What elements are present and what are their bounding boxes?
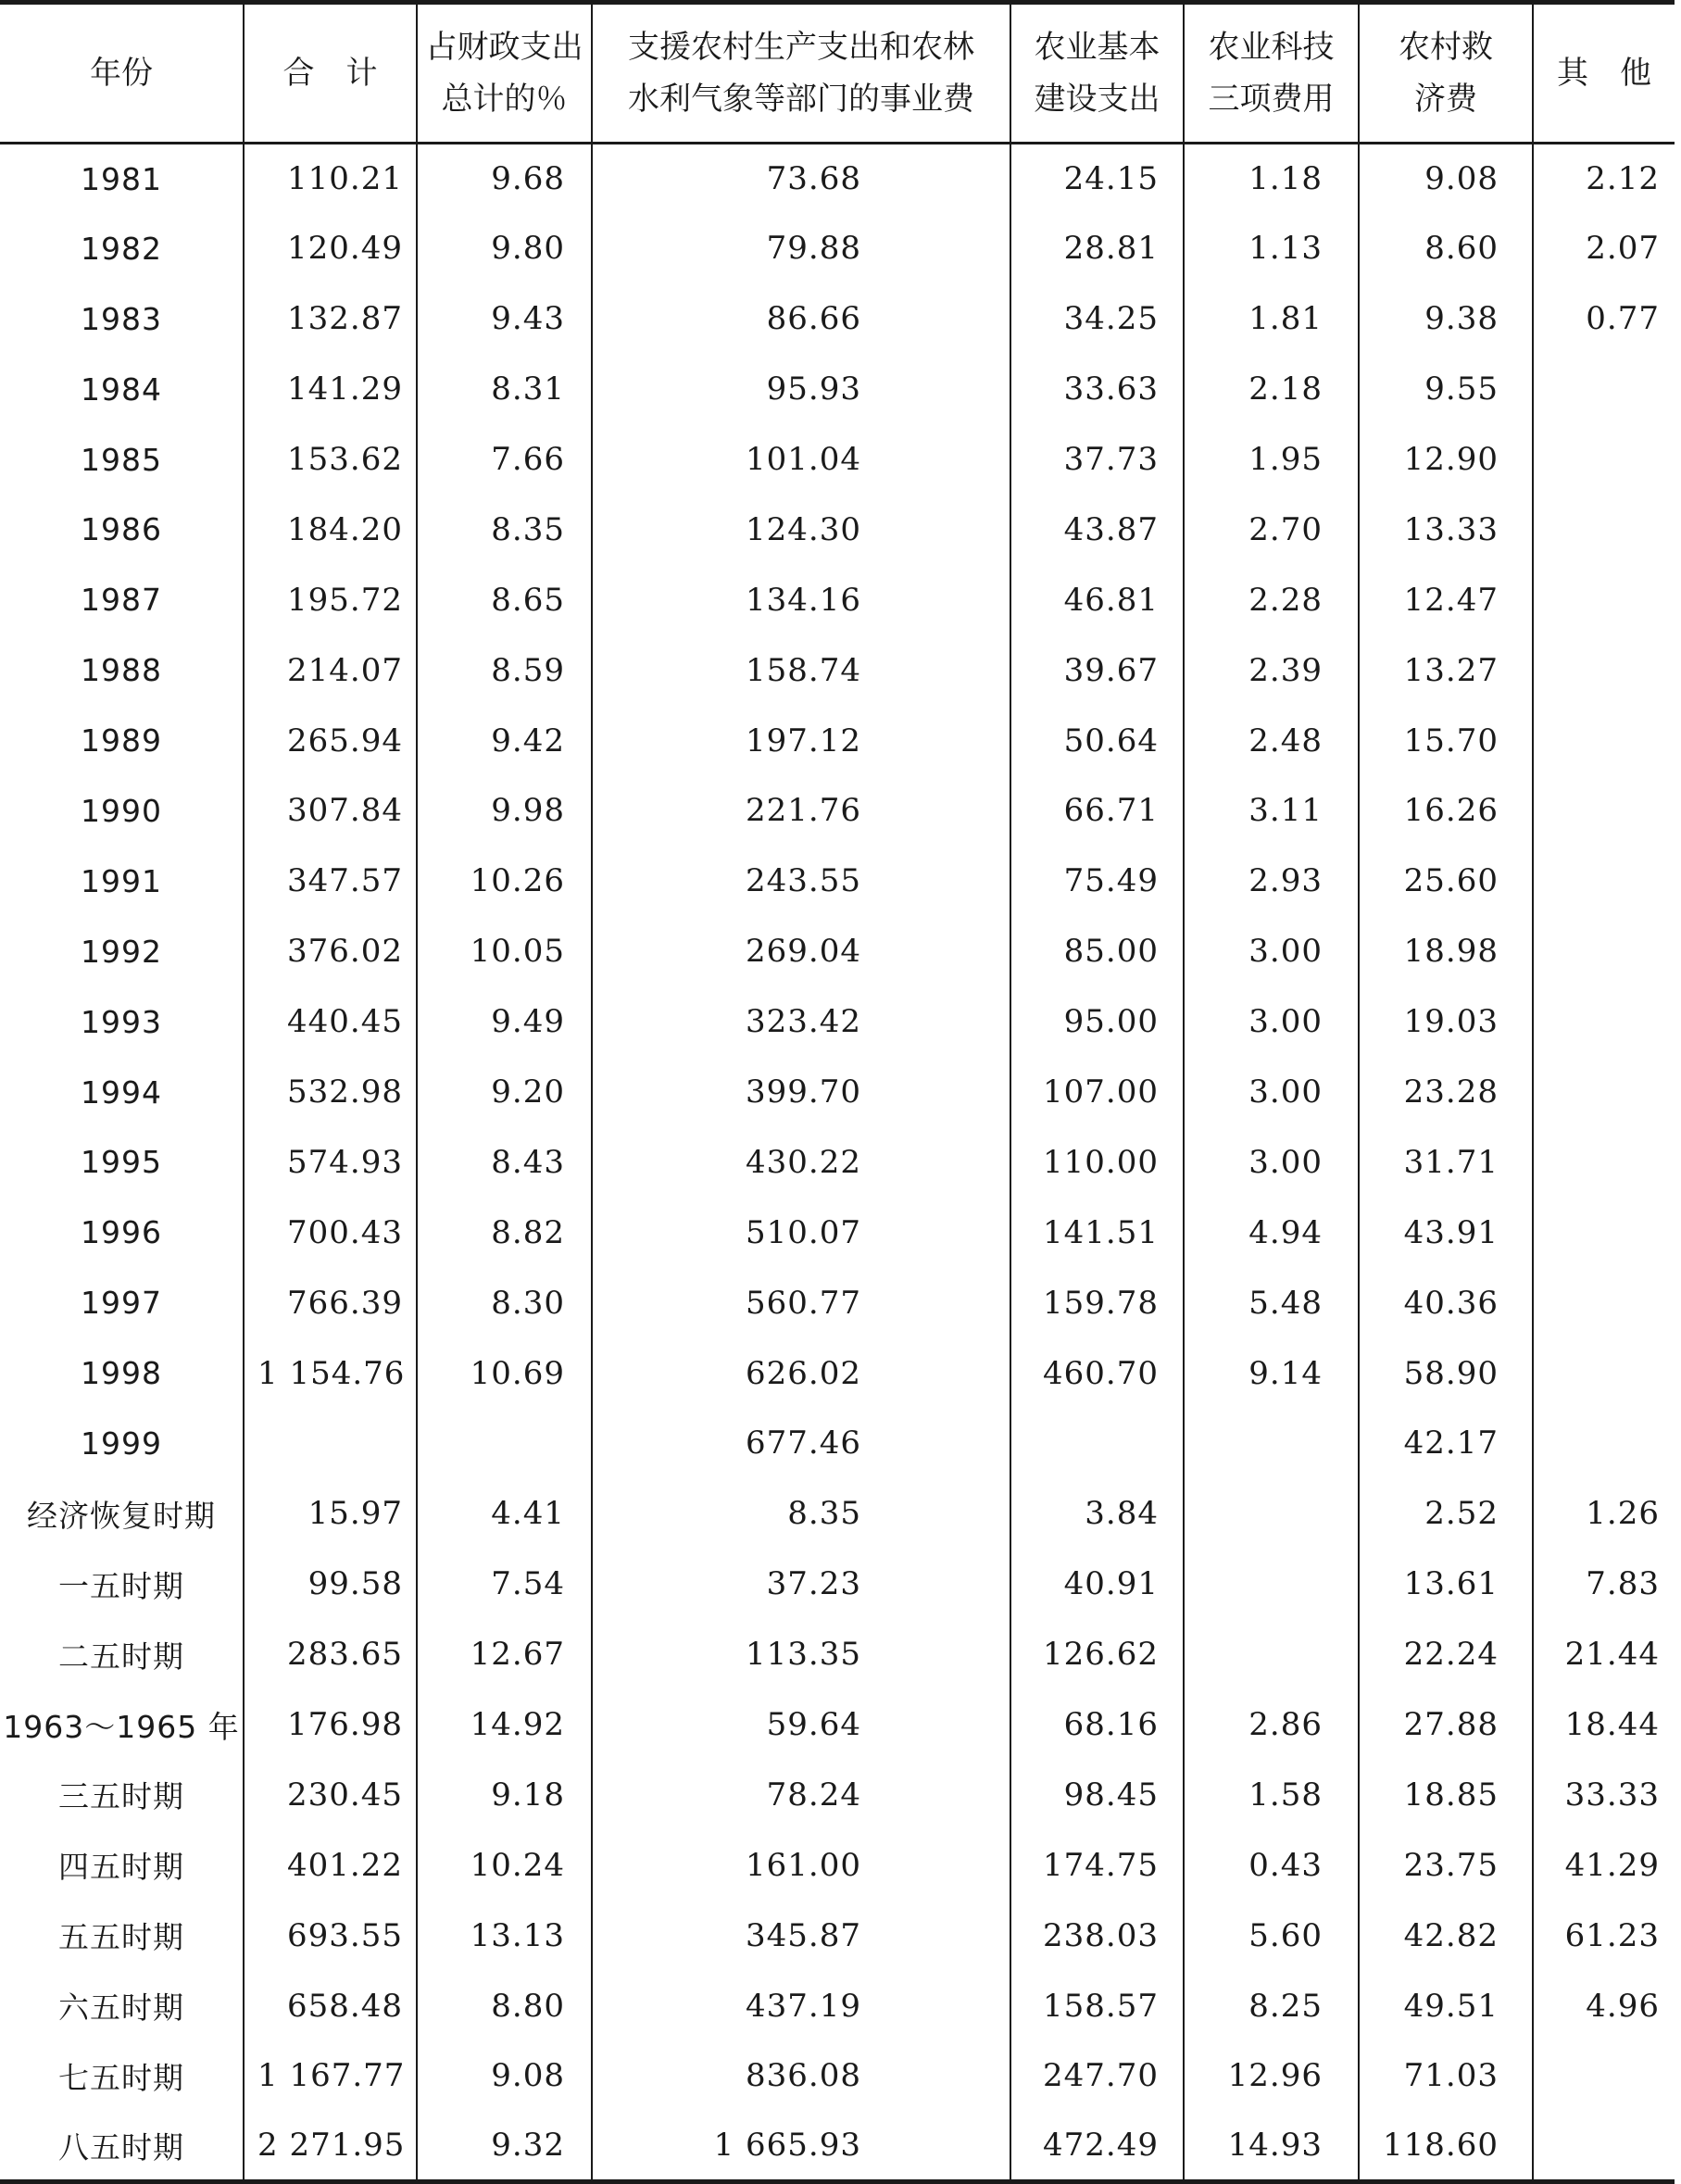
table-row — [0, 2111, 1675, 2181]
table-row — [0, 1619, 1675, 1689]
cell-pct: 8.30 — [417, 1268, 592, 1338]
cell-total: 347.57 — [244, 846, 417, 916]
cell-year: 1999 — [0, 1409, 244, 1479]
cell-other: 61.23 — [1564, 1916, 1660, 1954]
cell-support: 221.76 — [592, 776, 1010, 847]
cell-year: 一五时期 — [0, 1549, 244, 1619]
cell-build: 34.25 — [1010, 283, 1184, 354]
cell-pct: 9.68 — [417, 144, 592, 214]
cell-relief: 13.33 — [1359, 495, 1533, 565]
cell-relief: 42.82 — [1359, 1901, 1533, 1971]
cell-pct: 9.20 — [417, 1057, 592, 1127]
cell-support: 437.19 — [592, 1971, 1010, 2041]
cell-support: 158.74 — [592, 635, 1010, 706]
cell-build: 40.91 — [1010, 1549, 1184, 1619]
cell-year: 1982 — [0, 213, 244, 283]
cell-other — [1533, 1268, 1675, 1338]
cell-tech: 1.58 — [1184, 1760, 1359, 1830]
table-row — [0, 1901, 1675, 1971]
table-row — [0, 1057, 1675, 1127]
cell-tech: 12.96 — [1184, 2041, 1359, 2112]
cell-build: 43.87 — [1010, 495, 1184, 565]
cell-other: 4.96 — [1586, 1987, 1660, 2025]
cell-relief: 71.03 — [1359, 2041, 1533, 2112]
cell-relief: 9.55 — [1359, 354, 1533, 424]
cell-relief: 12.90 — [1359, 424, 1533, 495]
cell-pct: 9.98 — [417, 776, 592, 847]
cell-build: 39.67 — [1010, 635, 1184, 706]
cell-support: 269.04 — [592, 916, 1010, 986]
cell-relief: 8.60 — [1359, 213, 1533, 283]
cell-relief: 43.91 — [1359, 1198, 1533, 1268]
cell-other: 41.29 — [1564, 1846, 1660, 1884]
cell-other — [1533, 706, 1675, 776]
cell-pct: 8.65 — [417, 565, 592, 635]
cell-build: 68.16 — [1010, 1689, 1184, 1760]
cell-pct: 8.82 — [417, 1198, 592, 1268]
cell-tech: 2.28 — [1184, 565, 1359, 635]
table-row — [0, 213, 1675, 283]
cell-year: 二五时期 — [0, 1619, 244, 1689]
cell-total: 574.93 — [244, 1127, 417, 1198]
cell-support: 836.08 — [592, 2041, 1010, 2112]
cell-total: 141.29 — [244, 354, 417, 424]
header-rural-relief: 农村救 济费 — [1359, 3, 1533, 144]
cell-pct: 10.05 — [417, 916, 592, 986]
cell-support: 124.30 — [592, 495, 1010, 565]
cell-total: 15.97 — [244, 1478, 417, 1549]
table-row — [0, 565, 1675, 635]
cell-build: 75.49 — [1010, 846, 1184, 916]
cell-pct: 8.35 — [417, 495, 592, 565]
cell-build: 126.62 — [1010, 1619, 1184, 1689]
cell-support: 197.12 — [592, 706, 1010, 776]
cell-year: 1993 — [0, 986, 244, 1057]
cell-build: 472.49 — [1010, 2111, 1184, 2181]
cell-support: 113.35 — [592, 1619, 1010, 1689]
cell-relief: 25.60 — [1359, 846, 1533, 916]
cell-pct: 9.80 — [417, 213, 592, 283]
cell-build: 95.00 — [1010, 986, 1184, 1057]
cell-year: 经济恢复时期 — [0, 1478, 244, 1549]
cell-year: 1994 — [0, 1057, 244, 1127]
cell-build: 37.73 — [1010, 424, 1184, 495]
cell-tech: 0.43 — [1184, 1830, 1359, 1901]
cell-relief: 23.75 — [1359, 1830, 1533, 1901]
cell-total: 440.45 — [244, 986, 417, 1057]
cell-total: 195.72 — [244, 565, 417, 635]
cell-year: 1998 — [0, 1338, 244, 1409]
cell-total: 700.43 — [244, 1198, 417, 1268]
table-body — [0, 144, 1675, 2182]
cell-other: 21.44 — [1564, 1636, 1660, 1674]
table-row — [0, 1409, 1675, 1479]
cell-relief: 16.26 — [1359, 776, 1533, 847]
cell-year: 六五时期 — [0, 1971, 244, 2041]
cell-other: 18.44 — [1564, 1706, 1660, 1744]
cell-tech: 8.25 — [1184, 1971, 1359, 2041]
table-row — [0, 424, 1675, 495]
cell-support: 95.93 — [592, 354, 1010, 424]
cell-support: 1 665.93 — [592, 2111, 1010, 2181]
cell-relief: 12.47 — [1359, 565, 1533, 635]
cell-total: 214.07 — [244, 635, 417, 706]
cell-other — [1533, 354, 1675, 424]
cell-other — [1533, 2111, 1675, 2181]
header-rural-production-support: 支援农村生产支出和农林 水利气象等部门的事业费 — [592, 3, 1010, 144]
cell-pct: 9.18 — [417, 1760, 592, 1830]
cell-pct: 8.59 — [417, 635, 592, 706]
cell-build: 98.45 — [1010, 1760, 1184, 1830]
cell-other: 2.07 — [1586, 230, 1660, 268]
cell-tech: 2.86 — [1184, 1689, 1359, 1760]
cell-year: 1992 — [0, 916, 244, 986]
cell-other: 2.12 — [1586, 160, 1660, 198]
cell-tech: 2.48 — [1184, 706, 1359, 776]
cell-total: 401.22 — [244, 1830, 417, 1901]
table-row — [0, 1268, 1675, 1338]
cell-tech — [1184, 1409, 1359, 1479]
cell-support: 430.22 — [592, 1127, 1010, 1198]
cell-support: 399.70 — [592, 1057, 1010, 1127]
cell-tech: 3.00 — [1184, 986, 1359, 1057]
table-row — [0, 1549, 1675, 1619]
cell-total: 766.39 — [244, 1268, 417, 1338]
cell-other — [1533, 565, 1675, 635]
cell-tech: 2.18 — [1184, 354, 1359, 424]
cell-relief: 22.24 — [1359, 1619, 1533, 1689]
header-year: 年份 — [0, 3, 244, 144]
cell-support: 79.88 — [592, 213, 1010, 283]
cell-tech: 4.94 — [1184, 1198, 1359, 1268]
cell-other — [1533, 1198, 1675, 1268]
cell-other: 0.77 — [1586, 300, 1660, 338]
cell-relief: 15.70 — [1359, 706, 1533, 776]
cell-year: 1987 — [0, 565, 244, 635]
table-row — [0, 1830, 1675, 1901]
cell-pct: 10.24 — [417, 1830, 592, 1901]
table-row — [0, 1971, 1675, 2041]
cell-year: 1989 — [0, 706, 244, 776]
cell-support: 677.46 — [592, 1409, 1010, 1479]
cell-relief: 27.88 — [1359, 1689, 1533, 1760]
cell-relief: 2.52 — [1359, 1478, 1533, 1549]
cell-total: 2 271.95 — [244, 2111, 417, 2181]
cell-tech: 1.13 — [1184, 213, 1359, 283]
cell-build: 159.78 — [1010, 1268, 1184, 1338]
cell-support: 73.68 — [592, 144, 1010, 214]
cell-build: 247.70 — [1010, 2041, 1184, 2112]
cell-tech: 14.93 — [1184, 2111, 1359, 2181]
cell-support: 560.77 — [592, 1268, 1010, 1338]
cell-relief: 19.03 — [1359, 986, 1533, 1057]
table-row — [0, 1478, 1675, 1549]
cell-relief: 23.28 — [1359, 1057, 1533, 1127]
cell-relief: 13.61 — [1359, 1549, 1533, 1619]
cell-total: 110.21 — [244, 144, 417, 214]
cell-relief: 9.08 — [1359, 144, 1533, 214]
cell-relief: 58.90 — [1359, 1338, 1533, 1409]
cell-pct: 10.69 — [417, 1338, 592, 1409]
cell-support: 510.07 — [592, 1198, 1010, 1268]
cell-tech: 1.81 — [1184, 283, 1359, 354]
cell-other: 7.83 — [1586, 1565, 1660, 1603]
table-row — [0, 144, 1675, 214]
cell-build: 174.75 — [1010, 1830, 1184, 1901]
cell-relief: 49.51 — [1359, 1971, 1533, 2041]
cell-year: 1963～1965 年 — [0, 1689, 244, 1760]
cell-year: 八五时期 — [0, 2111, 244, 2181]
cell-build — [1010, 1409, 1184, 1479]
cell-build: 107.00 — [1010, 1057, 1184, 1127]
cell-build: 238.03 — [1010, 1901, 1184, 1971]
cell-build: 110.00 — [1010, 1127, 1184, 1198]
cell-total: 1 154.76 — [244, 1338, 417, 1409]
cell-year: 七五时期 — [0, 2041, 244, 2112]
cell-relief: 42.17 — [1359, 1409, 1533, 1479]
cell-support: 86.66 — [592, 283, 1010, 354]
cell-tech: 9.14 — [1184, 1338, 1359, 1409]
cell-total: 99.58 — [244, 1549, 417, 1619]
cell-pct: 9.42 — [417, 706, 592, 776]
cell-pct: 8.80 — [417, 1971, 592, 2041]
cell-relief: 118.60 — [1359, 2111, 1533, 2181]
table-row — [0, 1760, 1675, 1830]
cell-total: 658.48 — [244, 1971, 417, 2041]
cell-pct: 9.08 — [417, 2041, 592, 2112]
cell-support: 626.02 — [592, 1338, 1010, 1409]
cell-tech: 1.18 — [1184, 144, 1359, 214]
cell-tech: 1.95 — [1184, 424, 1359, 495]
table-row — [0, 986, 1675, 1057]
cell-year: 1996 — [0, 1198, 244, 1268]
cell-other — [1533, 846, 1675, 916]
cell-total: 1 167.77 — [244, 2041, 417, 2112]
cell-year: 1995 — [0, 1127, 244, 1198]
cell-build: 141.51 — [1010, 1198, 1184, 1268]
table-row — [0, 1338, 1675, 1409]
cell-tech: 3.00 — [1184, 1057, 1359, 1127]
cell-other — [1533, 1338, 1675, 1409]
cell-other — [1533, 495, 1675, 565]
cell-support: 78.24 — [592, 1760, 1010, 1830]
cell-build: 24.15 — [1010, 144, 1184, 214]
table-row — [0, 495, 1675, 565]
cell-relief: 9.38 — [1359, 283, 1533, 354]
cell-total: 230.45 — [244, 1760, 417, 1830]
table-row — [0, 283, 1675, 354]
cell-tech: 2.39 — [1184, 635, 1359, 706]
cell-total: 307.84 — [244, 776, 417, 847]
cell-pct: 7.66 — [417, 424, 592, 495]
cell-total: 153.62 — [244, 424, 417, 495]
cell-total: 132.87 — [244, 283, 417, 354]
cell-year: 1986 — [0, 495, 244, 565]
cell-support: 161.00 — [592, 1830, 1010, 1901]
cell-total — [244, 1409, 417, 1479]
cell-other: 33.33 — [1564, 1776, 1660, 1814]
cell-year: 1981 — [0, 144, 244, 214]
cell-year: 1985 — [0, 424, 244, 495]
cell-support: 59.64 — [592, 1689, 1010, 1760]
table-row — [0, 1689, 1675, 1760]
header-share-of-fiscal-expenditure: 占财政支出 总计的％ — [417, 3, 592, 144]
cell-build: 28.81 — [1010, 213, 1184, 283]
table-row — [0, 2041, 1675, 2112]
cell-support: 345.87 — [592, 1901, 1010, 1971]
cell-build: 158.57 — [1010, 1971, 1184, 2041]
table-row — [0, 706, 1675, 776]
cell-pct: 13.13 — [417, 1901, 592, 1971]
header-total: 合 计 — [244, 3, 417, 144]
cell-year: 四五时期 — [0, 1830, 244, 1901]
cell-build: 460.70 — [1010, 1338, 1184, 1409]
cell-tech: 2.70 — [1184, 495, 1359, 565]
cell-build: 46.81 — [1010, 565, 1184, 635]
cell-year: 三五时期 — [0, 1760, 244, 1830]
cell-build: 50.64 — [1010, 706, 1184, 776]
table-row — [0, 1127, 1675, 1198]
cell-tech: 3.00 — [1184, 916, 1359, 986]
header-row — [0, 3, 1675, 144]
cell-other: 1.26 — [1586, 1495, 1660, 1533]
cell-pct: 12.67 — [417, 1619, 592, 1689]
cell-support: 101.04 — [592, 424, 1010, 495]
cell-support: 323.42 — [592, 986, 1010, 1057]
table-row — [0, 916, 1675, 986]
cell-year: 1988 — [0, 635, 244, 706]
cell-support: 8.35 — [592, 1478, 1010, 1549]
cell-pct — [417, 1409, 592, 1479]
cell-support: 134.16 — [592, 565, 1010, 635]
cell-other — [1533, 2041, 1675, 2112]
cell-total: 532.98 — [244, 1057, 417, 1127]
cell-tech — [1184, 1478, 1359, 1549]
cell-total: 176.98 — [244, 1689, 417, 1760]
cell-relief: 13.27 — [1359, 635, 1533, 706]
cell-other — [1533, 986, 1675, 1057]
cell-other — [1533, 1409, 1675, 1479]
cell-pct: 7.54 — [417, 1549, 592, 1619]
cell-pct: 9.43 — [417, 283, 592, 354]
cell-tech: 3.00 — [1184, 1127, 1359, 1198]
header-other: 其 他 — [1533, 3, 1675, 144]
header-agri-capital-construction: 农业基本 建设支出 — [1010, 3, 1184, 144]
header-agri-tech-fees: 农业科技 三项费用 — [1184, 3, 1359, 144]
cell-year: 1991 — [0, 846, 244, 916]
cell-tech: 5.60 — [1184, 1901, 1359, 1971]
cell-total: 283.65 — [244, 1619, 417, 1689]
cell-pct: 8.43 — [417, 1127, 592, 1198]
cell-tech — [1184, 1619, 1359, 1689]
cell-other — [1533, 776, 1675, 847]
table-row — [0, 846, 1675, 916]
cell-other — [1533, 424, 1675, 495]
cell-build: 33.63 — [1010, 354, 1184, 424]
cell-total: 376.02 — [244, 916, 417, 986]
cell-relief: 40.36 — [1359, 1268, 1533, 1338]
cell-pct: 8.31 — [417, 354, 592, 424]
table-row — [0, 776, 1675, 847]
cell-other — [1533, 1127, 1675, 1198]
cell-build: 3.84 — [1010, 1478, 1184, 1549]
cell-other — [1533, 916, 1675, 986]
cell-year: 1984 — [0, 354, 244, 424]
cell-other — [1533, 635, 1675, 706]
cell-tech: 5.48 — [1184, 1268, 1359, 1338]
cell-total: 265.94 — [244, 706, 417, 776]
cell-support: 243.55 — [592, 846, 1010, 916]
cell-tech — [1184, 1549, 1359, 1619]
table-row — [0, 354, 1675, 424]
cell-total: 693.55 — [244, 1901, 417, 1971]
cell-pct: 9.32 — [417, 2111, 592, 2181]
cell-pct: 4.41 — [417, 1478, 592, 1549]
cell-other — [1533, 1057, 1675, 1127]
cell-year: 1997 — [0, 1268, 244, 1338]
cell-pct: 10.26 — [417, 846, 592, 916]
cell-relief: 18.98 — [1359, 916, 1533, 986]
cell-total: 184.20 — [244, 495, 417, 565]
table-row — [0, 635, 1675, 706]
cell-relief: 18.85 — [1359, 1760, 1533, 1830]
cell-tech: 3.11 — [1184, 776, 1359, 847]
cell-support: 37.23 — [592, 1549, 1010, 1619]
cell-relief: 31.71 — [1359, 1127, 1533, 1198]
cell-year: 五五时期 — [0, 1901, 244, 1971]
cell-total: 120.49 — [244, 213, 417, 283]
cell-tech: 2.93 — [1184, 846, 1359, 916]
table-row — [0, 1198, 1675, 1268]
cell-build: 66.71 — [1010, 776, 1184, 847]
cell-year: 1990 — [0, 776, 244, 847]
cell-pct: 14.92 — [417, 1689, 592, 1760]
cell-pct: 9.49 — [417, 986, 592, 1057]
cell-year: 1983 — [0, 283, 244, 354]
cell-build: 85.00 — [1010, 916, 1184, 986]
